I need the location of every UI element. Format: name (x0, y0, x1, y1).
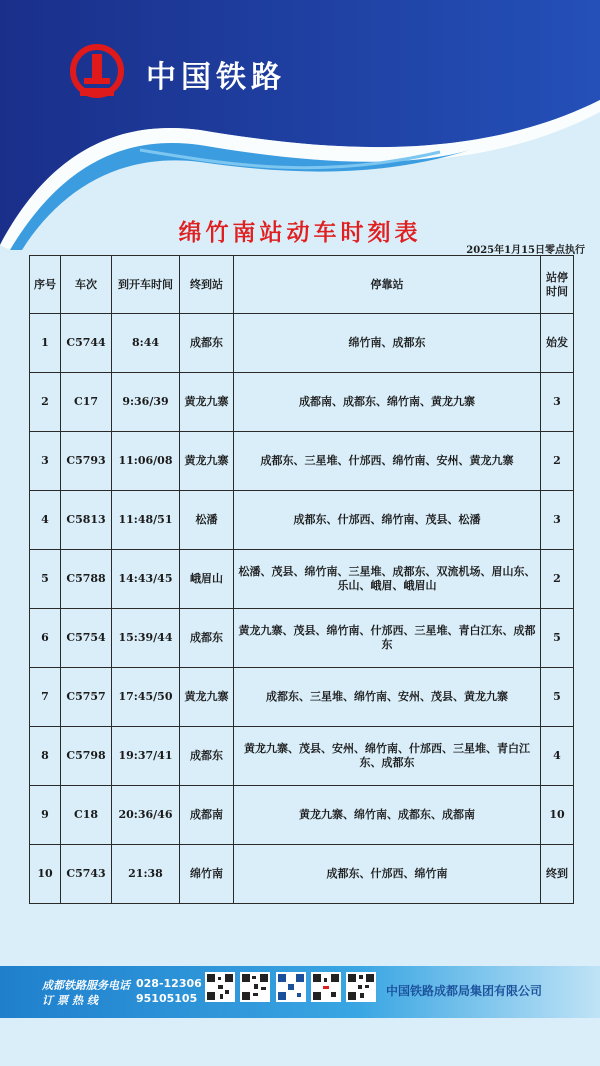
row-number: 10 (30, 845, 61, 904)
qr-code-icon (205, 972, 235, 1002)
timetable (29, 255, 574, 904)
table-header-row (30, 256, 574, 314)
arrive-depart-time: 9:36/39 (112, 373, 180, 432)
train-number: C5754 (61, 609, 112, 668)
stop-stations: 黄龙九寨、茂县、绵竹南、什邡西、三星堆、青白江东、成都东 (234, 609, 541, 668)
dwell-time: 4 (541, 727, 574, 786)
hotline-label: 成都铁路服务电话 (42, 979, 130, 992)
qr-code-icon (346, 972, 376, 1002)
row-number: 3 (30, 432, 61, 491)
col-header-stops: 停靠站 (234, 256, 541, 314)
booking-number: 95105105 (136, 992, 198, 1005)
dwell-time: 2 (541, 432, 574, 491)
terminal-station: 峨眉山 (180, 550, 234, 609)
terminal-station: 成都东 (180, 314, 234, 373)
train-number: C5798 (61, 727, 112, 786)
stop-stations: 成都南、成都东、绵竹南、黄龙九寨 (234, 373, 541, 432)
arrive-depart-time: 11:06/08 (112, 432, 180, 491)
stop-stations: 成都东、什邡西、绵竹南 (234, 845, 541, 904)
row-number: 6 (30, 609, 61, 668)
qr-code-icon (240, 972, 270, 1002)
dwell-time: 始发 (541, 314, 574, 373)
row-number: 9 (30, 786, 61, 845)
dwell-time: 3 (541, 373, 574, 432)
col-header-terminal: 终到站 (180, 256, 234, 314)
stop-stations: 黄龙九寨、茂县、安州、绵竹南、什邡西、三星堆、青白江东、成都东 (234, 727, 541, 786)
table-row (30, 609, 574, 668)
col-header-train: 车次 (61, 256, 112, 314)
terminal-station: 成都南 (180, 786, 234, 845)
table-row (30, 550, 574, 609)
col-header-time: 到开车时间 (112, 256, 180, 314)
stop-stations: 绵竹南、成都东 (234, 314, 541, 373)
col-header-dwell: 站停时间 (541, 256, 574, 314)
stop-stations: 黄龙九寨、绵竹南、成都东、成都南 (234, 786, 541, 845)
terminal-station: 黄龙九寨 (180, 373, 234, 432)
page-title: 绵竹南站动车时刻表 (178, 220, 422, 246)
stop-stations: 松潘、茂县、绵竹南、三星堆、成都东、双流机场、眉山东、乐山、峨眉、峨眉山 (234, 550, 541, 609)
company-name: 中国铁路成都局集团有限公司 (386, 984, 543, 998)
train-number: C5813 (61, 491, 112, 550)
arrive-depart-time: 19:37/41 (112, 727, 180, 786)
row-number: 8 (30, 727, 61, 786)
table-row (30, 845, 574, 904)
train-number: C5788 (61, 550, 112, 609)
dwell-time: 10 (541, 786, 574, 845)
stop-stations: 成都东、什邡西、绵竹南、茂县、松潘 (234, 491, 541, 550)
terminal-station: 成都东 (180, 609, 234, 668)
row-number: 4 (30, 491, 61, 550)
terminal-station: 黄龙九寨 (180, 668, 234, 727)
row-number: 7 (30, 668, 61, 727)
row-number: 5 (30, 550, 61, 609)
booking-label: 订票热线 (42, 994, 102, 1007)
qr-code-icon (311, 972, 341, 1002)
table-row (30, 491, 574, 550)
terminal-station: 松潘 (180, 491, 234, 550)
table-row (30, 373, 574, 432)
table-row (30, 786, 574, 845)
dwell-time: 2 (541, 550, 574, 609)
brand-name: 中国铁路 (146, 60, 286, 95)
terminal-station: 黄龙九寨 (180, 432, 234, 491)
train-number: C5757 (61, 668, 112, 727)
table-row (30, 727, 574, 786)
arrive-depart-time: 20:36/46 (112, 786, 180, 845)
table-row (30, 432, 574, 491)
col-header-number: 序号 (30, 256, 61, 314)
train-number: C5793 (61, 432, 112, 491)
arrive-depart-time: 14:43/45 (112, 550, 180, 609)
arrive-depart-time: 17:45/50 (112, 668, 180, 727)
terminal-station: 成都东 (180, 727, 234, 786)
arrive-depart-time: 11:48/51 (112, 491, 180, 550)
dwell-time: 5 (541, 668, 574, 727)
train-number: C18 (61, 786, 112, 845)
train-number: C5744 (61, 314, 112, 373)
hotline-number: 028-12306 (136, 977, 202, 990)
stop-stations: 成都东、三星堆、什邡西、绵竹南、安州、黄龙九寨 (234, 432, 541, 491)
train-number: C17 (61, 373, 112, 432)
dwell-time: 5 (541, 609, 574, 668)
table-row (30, 314, 574, 373)
effective-date: 2025年1月15日零点执行 (466, 245, 585, 256)
arrive-depart-time: 15:39/44 (112, 609, 180, 668)
dwell-time: 终到 (541, 845, 574, 904)
terminal-station: 绵竹南 (180, 845, 234, 904)
qr-code-icon (276, 972, 306, 1002)
table-row (30, 668, 574, 727)
dwell-time: 3 (541, 491, 574, 550)
arrive-depart-time: 8:44 (112, 314, 180, 373)
row-number: 2 (30, 373, 61, 432)
china-railway-logo (68, 44, 126, 104)
row-number: 1 (30, 314, 61, 373)
stop-stations: 成都东、三星堆、绵竹南、安州、茂县、黄龙九寨 (234, 668, 541, 727)
arrive-depart-time: 21:38 (112, 845, 180, 904)
train-number: C5743 (61, 845, 112, 904)
